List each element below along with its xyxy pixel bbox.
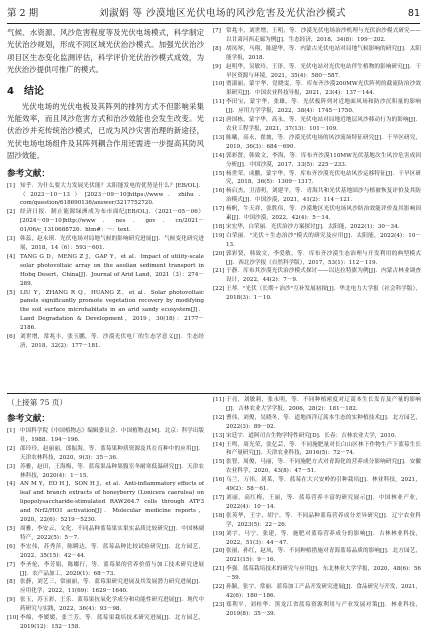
reference-text: 刘宇，马宁，张建，等．施肥对蓝莓营养成分的影响[J]．吉林林业科技，2022，51(3)：44－47． bbox=[226, 530, 421, 546]
reference-text: 刘世增，常兆丰，张玉鹏，等．沙漠光伏电厂的生态学意义[J]．生态经济，2018，32(2)：177－181． bbox=[20, 334, 204, 349]
reference-text: 李田宝，蒙宇华，张雄，等．光伏板阵列对近地面风场和防沙沉积量的影响[J]．应用力学学报，2022，38(4)：1745－1750． bbox=[226, 99, 421, 115]
reference-item bbox=[213, 476, 421, 494]
section-number: 4 bbox=[7, 85, 14, 97]
right-column-bottom bbox=[213, 396, 421, 637]
reference-number: [16] bbox=[213, 188, 225, 195]
reference-number: [19] bbox=[213, 232, 225, 239]
reference-text: 赵明华，吴敏玲，王泽，等．光伏电站对光伏电站伴生植物的影响研究[J]．干旱区资源与环境，2021，35(4)：580－587． bbox=[226, 63, 421, 79]
reference-text: 刘丽，高红梅，王丽，等．蓝莓营养丰富的研究展示[J]．中国林业产业，2022(4)：10－14． bbox=[226, 494, 421, 510]
reference-item bbox=[213, 223, 421, 232]
reference-item bbox=[7, 543, 204, 561]
reference-number: [11] bbox=[213, 397, 225, 403]
reference-text: 张智，周俊，马丽，等．不同施肥方式对青海化的营养成分影响研究[J]．安徽农业科学，2020，43(8)：47－51． bbox=[226, 459, 421, 475]
reference-number: [19] bbox=[213, 530, 225, 537]
reference-text: 李圣伦，李芳娟，陈娜行，等．蓝莓果的营养价值与加工技术研究进展[J]．农产品加工，2020(1)：68－73． bbox=[20, 561, 204, 577]
reference-number: [10] bbox=[7, 615, 19, 622]
reference-number: [18] bbox=[213, 223, 225, 230]
reference-text: 经济日报．制止能源绿洲成为布市面纪[EB/OL]．（2021－05－06）[2024－09－10]http://www．nes．gov．cn/2021－01/06/c_1310688726．htm#：～：text． bbox=[20, 209, 204, 234]
reference-text: 张丽，孙红，赵凤，等．不同种植措施对青海蓝莓品质的影响[J]．北方园艺，2021(15)：9－16． bbox=[226, 548, 421, 564]
reference-text: 贾淑丽，蒙宇华，党晓雯，等．库布齐沙漠200MW光伏阵列的截流防治沙效果研究[J]．中国农业科技导报，2021，23(4)：137－144． bbox=[226, 81, 421, 97]
reference-list-left-top bbox=[7, 182, 204, 351]
reference-number: [17] bbox=[213, 494, 225, 501]
reference-item bbox=[7, 614, 204, 632]
reference-text: 杨世荣，成鹏，蒙宇华，等．库布齐沙漠光伏电站风沙运移特征[J]．干旱区研究，2018，36(5)：1309－1317． bbox=[226, 170, 421, 186]
reference-item bbox=[213, 116, 421, 134]
section-title: 结论 bbox=[23, 85, 44, 97]
reference-text: 邵玲玲，赵丽丽，郎振海，等．蓝莓果种质资源及其在育种中的应用[J]．天津农林科技，2020，9(3)：35－36． bbox=[20, 445, 204, 461]
reference-text: 宋廷宇．道阿司吉生物学特性研究[D]．长春：吉林农业大学，2010． bbox=[226, 432, 401, 439]
reference-text: 郭彩贤，韩致文，李爱敏，等．库布齐沙漠生态治理与开发利用的典型模式[J]．西北沙学报（自然科学版），2017，53(1)：112－119． bbox=[226, 250, 421, 266]
reference-number: [9] bbox=[7, 597, 15, 604]
reference-number: [3] bbox=[7, 236, 15, 243]
reference-text: 乌兰，万伟，刘某，等．蓝莓在大兴安岭的引种栽培[J]．林业科技，2021，49(2)：58－61． bbox=[226, 477, 421, 493]
references-heading: 参考文献： bbox=[7, 168, 50, 179]
reference-number: [2] bbox=[7, 209, 15, 216]
reference-item bbox=[213, 530, 421, 548]
left-column-top bbox=[7, 27, 204, 389]
running-header bbox=[7, 6, 420, 22]
reference-number: [5] bbox=[7, 525, 15, 532]
reference-item bbox=[7, 561, 204, 579]
reference-text: 张英华，王宇，胡宁，等．不同品种蓝莓营养成分差异研究[J]．辽宁农业科学，2023(5)：22－26． bbox=[226, 512, 421, 528]
reference-text: 苏雅，赵田，王海梅，等．蓝莓果品种果腹室冬耐寒低温研究[J]．天津农林科技，2020(4)：1－15． bbox=[20, 463, 204, 479]
reference-number: [4] bbox=[7, 253, 15, 260]
reference-text: 中国科学院《中国植物志》编辑委员会．中国植物志[M]．北京：科学出版社，1988．194－196． bbox=[20, 428, 204, 443]
reference-item bbox=[213, 414, 421, 432]
continued-from-heading: （上接第 75 页） bbox=[7, 398, 68, 407]
reference-item bbox=[213, 441, 421, 459]
reference-text: TANG G D，MENG Z J，GAP Y，et al．Impact of utility-scale solar photovoltaic array on the aeolian sediment transport in Hobq Desert，China[J]．Journal of Arid Land，2021（3）：274－289． bbox=[20, 253, 204, 287]
reference-item bbox=[7, 427, 204, 445]
reference-number: [5] bbox=[7, 289, 15, 296]
reference-number: [21] bbox=[213, 566, 225, 573]
reference-number: [11] bbox=[213, 99, 225, 106]
reference-number: [2] bbox=[7, 445, 15, 452]
reference-text: 郭彩贤，韩致文，李海，等．库布齐沙漠110MW光伏基地次生风沙危害成因分析[J]．中国沙漠，2017，33(5)：225－233． bbox=[226, 152, 421, 168]
reference-item bbox=[213, 205, 421, 223]
reference-item bbox=[213, 494, 421, 512]
reference-number: [23] bbox=[213, 601, 225, 608]
reference-item bbox=[213, 63, 421, 81]
reference-item bbox=[7, 525, 204, 543]
reference-item bbox=[213, 458, 421, 476]
reference-number: [22] bbox=[213, 286, 225, 293]
reference-item bbox=[7, 208, 204, 235]
reference-number: [13] bbox=[213, 432, 225, 439]
issue-number: 第 2 期 bbox=[7, 8, 39, 19]
right-column-top bbox=[213, 27, 421, 389]
reference-number: [1] bbox=[7, 428, 15, 434]
reference-number: [20] bbox=[213, 548, 225, 555]
reference-item bbox=[213, 432, 421, 441]
reference-item bbox=[213, 601, 421, 619]
reference-text: 宋宏华，白荣丽．光伏治沙方案探讨[J]．太阳能，2022(1)：30－34． bbox=[226, 223, 404, 230]
reference-number: [21] bbox=[213, 268, 225, 275]
reference-text: 孙颖，张宇，常丽．蓝莓加工产品开发研究进展[J]．食品研究与开发，2021，42(6)：180－186． bbox=[226, 584, 421, 599]
reference-list-left-bottom bbox=[7, 427, 204, 632]
reference-number: [15] bbox=[213, 459, 225, 466]
intro-paragraph: 气候、水资源、风沙危害程度等及光伏电场模式，科学制定光伏治沙规划，形成不同区域光伏治沙模式。加强光伏治沙项目区生态变化监测评估，科学评价光伏治沙模式成效，为光伏治沙提供可推广的模式。 bbox=[7, 28, 204, 75]
running-title: 刘淑娟 等 沙漠地区光伏电场的风沙危害及光伏治沙模式 bbox=[99, 8, 347, 19]
reference-item bbox=[213, 396, 421, 414]
reference-number: [13] bbox=[213, 134, 225, 141]
reference-item bbox=[213, 512, 421, 530]
reference-text: 胡凤琴，马翔，陈建华，等．内蒙古光伏电站对局地气候影响的研究[J]．太阳能学报，2018． bbox=[226, 45, 421, 61]
reference-item bbox=[7, 578, 204, 596]
reference-list-right-bottom bbox=[213, 396, 421, 619]
reference-text: 张玉，苏玉彩，王乐．蓝莓果抗氧化学成分和功能性研究进展[J]．现代中药研究与实践，2022，36(4)：93－98． bbox=[20, 597, 204, 613]
reference-item bbox=[213, 134, 421, 152]
reference-item bbox=[7, 333, 204, 351]
reference-text: LIU Y，ZHANG R Q，HUANG Z，et al．Solar photovoltaic panels significantly promote vegetation recovery by modifying the soil surface microhabitats in an arid sandy ecosystem[J]．Land Degradation & Development，2019，30(18)：2177－2186． bbox=[20, 289, 204, 332]
reference-item bbox=[213, 98, 421, 116]
reference-number: [7] bbox=[7, 561, 15, 568]
reference-number: [8] bbox=[7, 579, 15, 586]
references-heading-2: 参考文献： bbox=[7, 414, 50, 424]
reference-text: 白荣丽．"光伏＋生态治沙"模式的研究及应用[J]．太阳能，2022(4)：10－13． bbox=[226, 232, 421, 248]
reference-item bbox=[213, 187, 421, 205]
left-column-bottom bbox=[7, 396, 204, 637]
reference-text: 陈曦，高永，翟坡，等．沙漠光伏电场的风沙流场特征研究[J]．干旱区研究，2019，36(3)：684－690． bbox=[226, 134, 421, 150]
reference-text: 王鸣，周光荣，张亿芸，等．不同施肥量对长白山区林下作物生产下蓝莓生长和产量研究[J]．天津农业科技，2016(5)：72－74． bbox=[226, 441, 421, 457]
reference-number: [3] bbox=[7, 463, 15, 470]
reference-number: [9] bbox=[213, 63, 221, 70]
reference-number: [14] bbox=[213, 441, 225, 448]
reference-item bbox=[213, 285, 421, 303]
reference-item bbox=[213, 45, 421, 63]
reference-item bbox=[7, 463, 204, 481]
reference-item bbox=[7, 289, 204, 334]
reference-item bbox=[213, 250, 421, 268]
reference-item bbox=[7, 480, 204, 525]
reference-number: [7] bbox=[213, 28, 221, 34]
page-number: 81 bbox=[407, 8, 420, 19]
reference-text: 杨帆，牛天祥，张胜伟，等．沙漠地区光伏电场风沙防治效能评价及其影响因素[J]．中国沙漠，2022，42(4)：5－14． bbox=[226, 206, 421, 222]
reference-text: 张静，刘艺三，常丽丽，等．蓝莓果研究进展及其发展潜力研究进展[J]．应用化学，2022，11(69)：1629－1640． bbox=[20, 579, 204, 595]
reference-number: [15] bbox=[213, 170, 225, 177]
header-rule bbox=[7, 23, 420, 24]
reference-number: [12] bbox=[213, 117, 225, 124]
reference-item bbox=[7, 182, 204, 209]
reference-item bbox=[7, 445, 204, 463]
reference-number: [10] bbox=[213, 81, 225, 88]
reference-number: [1] bbox=[7, 182, 15, 189]
reference-text: 周雅，李安云，文化．不同品种蓝莓果实果实品质比较研究[J]．中国林副特产，2022(5)：5－7． bbox=[20, 525, 204, 541]
reference-list-right-top bbox=[213, 27, 421, 303]
reference-text: 郑利平，刘桂华．黑龙江省蓝莓资源利用与产业发展对策[J]．林业科技，2019(8)：35－39． bbox=[226, 601, 421, 617]
reference-item bbox=[213, 170, 421, 188]
reference-number: [4] bbox=[7, 481, 15, 488]
reference-text: 韩蕊，赵永琪．光伏电场对局地气候的影响研究进展[J]．气候变化研究进展，2018，14（6）：593－601． bbox=[20, 236, 204, 251]
article-separator-rule bbox=[7, 393, 420, 394]
reference-number: [6] bbox=[7, 334, 15, 341]
reference-item bbox=[213, 232, 421, 250]
reference-text: 常兆丰，刘世增，王明，等．沙漠光伏电场治沙机理与光伏治沙模式研究——以甘肃河西走廊为例[J]．生态经济，2018，34(8)：199－202． bbox=[226, 28, 421, 43]
reference-text: 唐国栋，蒙宇华，高永，等．光伏电站对局地近地层风沙移动行为的影响[J]．农业工程学报，2021，37(13)：101－109． bbox=[226, 117, 421, 132]
reference-number: [6] bbox=[7, 543, 15, 550]
reference-item bbox=[213, 267, 421, 285]
reference-item bbox=[213, 547, 421, 565]
reference-number: [17] bbox=[213, 206, 225, 213]
reference-text: 于静．库布其沙漠光伏治沙模式探讨——以达拉特旗为例[J]．内蒙古林业调查设计，2022，44(2)：7－9． bbox=[226, 268, 421, 284]
reference-item bbox=[7, 235, 204, 253]
reference-text: 李绵，李媛媛，张兰芳，等．蓝莓果栽培技术研究进展[J]．北方园艺，2019(12)：152－158． bbox=[20, 615, 204, 630]
reference-text: 杨启杰，卫清明，刘建平，等．青海共和光伏基地固沙与植被恢复评价及其防治模式[J]．中国沙漠，2021，41(2)：114－121． bbox=[226, 188, 421, 204]
reference-number: [20] bbox=[213, 250, 225, 257]
reference-item bbox=[7, 596, 204, 614]
reference-item bbox=[213, 80, 421, 98]
conclusion-paragraph: 光伏电场的光伏电板及其阵列的排列方式不但影响采集光能效率，而且风沙危害方式和治沙效能也会发生改变。光伏治沙并充传统治沙模式，已成为风沙灾害治理的新途径，光伏电场电场组件及其阵列耦合作用还需进一步提高其防风固沙效能。 bbox=[7, 101, 204, 161]
reference-number: [18] bbox=[213, 512, 225, 519]
reference-number: [12] bbox=[213, 414, 225, 421]
reference-text: 于亮，刘敏莉，张永明，等．不同种植密度对辽蒿本生长发育及产量的影响[J]．吉林农业大学学报，2006，28(2)：181－182． bbox=[226, 397, 421, 412]
reference-text: 李强．蓝莓栽培技术的研究与应用[J]．东北林业大学学报，2020，48(6)：56－59． bbox=[226, 566, 421, 582]
reference-number: [22] bbox=[213, 584, 225, 591]
reference-text: 曹伟，刘俊，吴晓冬，等．道地西洋辽蒿本生态的实种植技术[J]．北方园艺，2022(3)：89－92． bbox=[226, 414, 421, 430]
reference-item bbox=[213, 152, 421, 170]
reference-number: [14] bbox=[213, 152, 225, 159]
reference-text: 王琴．"光伏（长期＋治沙"互补发展初探[J]．华北电力大学报（社会科学版），2018(3)：1－10． bbox=[226, 286, 421, 302]
reference-item bbox=[7, 253, 204, 289]
reference-text: AN M Y，EO H J，SON H J，et al．Anti-inflammatory effects of leaf and branch extracts of honeyberry (Lonicera caerulea) on lipopolysaccharide-stimulated RAW264.7 cells through ATF3 and Nrf2/HO1 activation[J]．Molecular medicine reports，2020，22(6)：5219－5230． bbox=[20, 481, 204, 524]
reference-number: [8] bbox=[213, 45, 221, 52]
reference-item bbox=[213, 27, 421, 45]
reference-text: 知乎．为什么要大力发展光伏能？太阳能发电的优势是什么？[EB/OL]．（2023－10－13）[2023－09－10]https://www．zhihu．com/question/618690136/answer/3217752720． bbox=[20, 182, 204, 207]
reference-text: 李宏伟，苏秀萍，陈瞬达，等．蓝莓品种比较试验研究[J]．北方园艺，2022，35(15)：42－44． bbox=[20, 543, 204, 559]
reference-item bbox=[213, 583, 421, 601]
reference-item bbox=[213, 565, 421, 583]
reference-number: [16] bbox=[213, 477, 225, 484]
section-heading bbox=[7, 82, 204, 97]
